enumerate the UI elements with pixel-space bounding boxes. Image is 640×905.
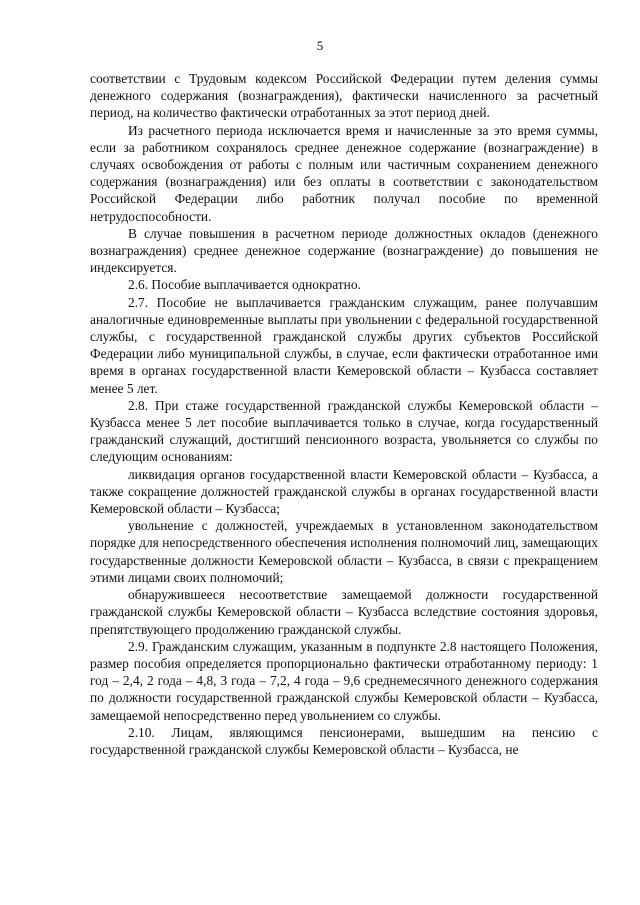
paragraph-2-8-item-3: обнаружившееся несоответствие замещаемой должности государственной гражданской службы Кемеровской области – Кузбасса вследствие состояния здоровья, препятствующего продолжению гражданской службы. <box>90 587 598 637</box>
paragraph-1: соответствии с Трудовым кодексом Российской Федерации путем деления суммы денежного содержания (вознаграждения), фактически начисленного за расчетный период, на количество фактически отработанных за этот период дней. <box>90 71 598 121</box>
paragraph-2-8: 2.8. При стаже государственной гражданской службы Кемеровской области – Кузбасса менее 5 лет пособие выплачивается только в случае, когда государственный гражданский служащий, достигший пенсионного возраста, увольняется со службы по следующим основаниям: <box>90 397 598 465</box>
paragraph-2-6: 2.6. Пособие выплачивается однократно. <box>128 277 361 293</box>
paragraph-2-8-item-1: ликвидация органов государственной власти Кемеровской области – Кузбасса, а также сокращение должностей гражданской службы в органах государственной власти Кемеровской области – Кузбасса; <box>90 466 598 517</box>
page-number: 5 <box>316 38 324 53</box>
paragraph-2-10: 2.10. Лицам, являющимся пенсионерами, вышедшим на пенсию с государственной гражданской службы Кемеровской области – Кузбасса, не <box>90 724 598 757</box>
paragraph-2-8-item-2: увольнение с должностей, учреждаемых в установленном законодательством порядке для непосредственного обеспечения исполнения полномочий лиц, замещающих государственные должности Кемеровской области – Кузбасса, в связи с прекращением этими лицами своих полномочий; <box>90 518 598 585</box>
paragraph-2: Из расчетного периода исключается время и начисленные за это время суммы, если за работником сохранялось среднее денежное содержание (вознаграждение) в случаях освобождения от работы с полным или частичным сохранением денежного содержания (вознаграждения) или без оплаты в соответствии с законодательством Российской Федерации либо работник получал пособие по временной нетрудоспособности. <box>90 122 598 224</box>
paragraph-3: В случае повышения в расчетном периоде должностных окладов (денежного вознаграждения) среднее денежное содержание (вознаграждение) до повышения не индексируется. <box>90 225 598 276</box>
document-body <box>90 70 598 758</box>
paragraph-2-9: 2.9. Гражданским служащим, указанным в подпункте 2.8 настоящего Положения, размер пособия определяется пропорционально фактически отработанному периоду: 1 год – 2,4, 2 года – 4,8, 3 года – 7,2, 4 года – 9,6 среднемесячного денежного содержания по должности государственной гражданской службы Кемеровской области – Кузбасса, замещаемой непосредственно перед увольнением со службы. <box>90 638 598 723</box>
paragraph-2-7: 2.7. Пособие не выплачивается гражданским служащим, ранее получавшим аналогичные единовременные выплаты при увольнении с федеральной государственной службы, с государственной гражданской службы других субъектов Российской Федерации либо муниципальной службы, в случае, если фактически отработанное ими время в органах государственной власти Кемеровской области – Кузбасса составляет менее 5 лет. <box>90 294 598 396</box>
